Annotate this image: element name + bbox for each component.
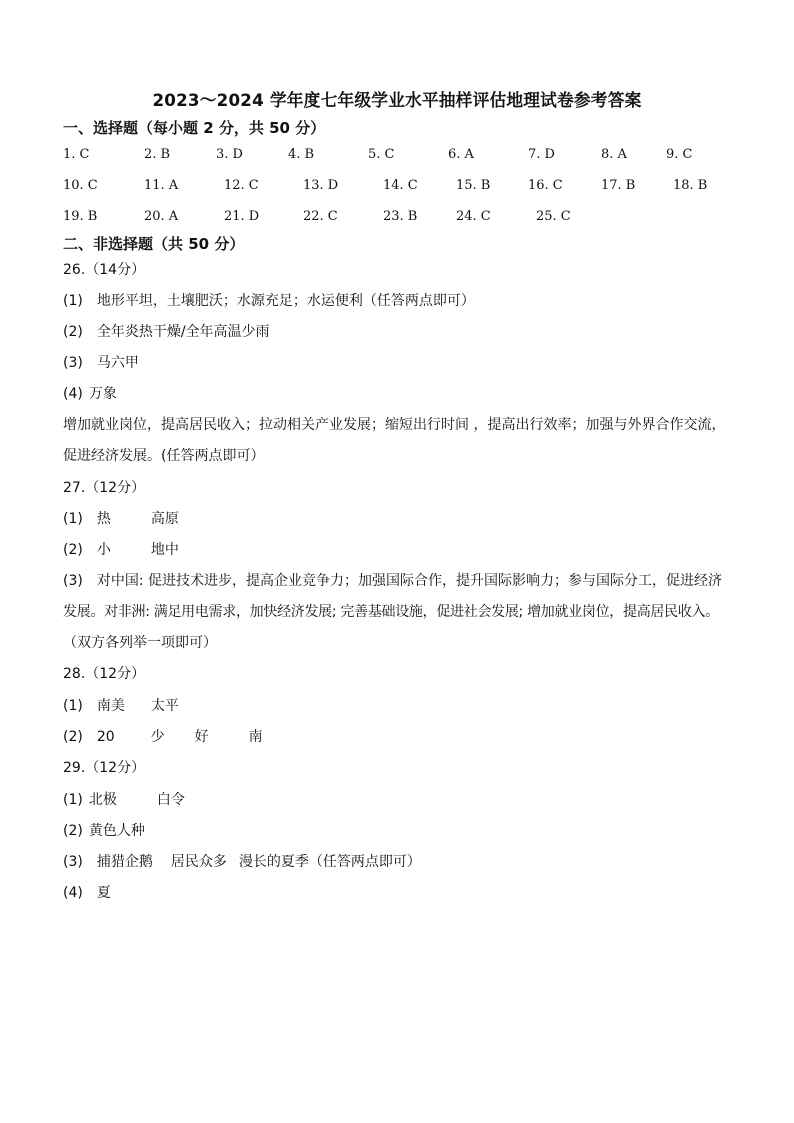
- mc-answer: 15. B: [456, 178, 491, 193]
- mc-answer: 5. C: [368, 147, 395, 162]
- item-number: (3): [63, 355, 83, 371]
- answer-blank: 小: [96, 542, 111, 558]
- answer-blank: 居民众多: [170, 854, 227, 870]
- item-number: (1): [63, 293, 83, 309]
- mc-answer: 10. C: [63, 178, 98, 193]
- item-number: (3): [63, 573, 83, 589]
- answer-text: 夏: [96, 885, 111, 901]
- q29-answer-1: [63, 791, 185, 809]
- mc-answer: 16. C: [528, 178, 563, 193]
- q27-answer-1: [63, 510, 179, 528]
- mc-answer: 24. C: [456, 209, 491, 224]
- mc-answer: 17. B: [601, 178, 636, 193]
- mc-answer: 19. B: [63, 209, 98, 224]
- mc-answer: 11. A: [144, 178, 179, 193]
- section2-heading: 二、非选择题（共 50 分）: [63, 235, 245, 253]
- item-number: (2): [63, 542, 83, 558]
- section1-heading: 一、选择题（每小题 2 分，共 50 分）: [63, 119, 326, 137]
- page-title: 2023～2024 学年度七年级学业水平抽样评估地理试卷参考答案: [152, 91, 642, 111]
- mc-answer: 1. C: [63, 147, 90, 162]
- q29-answer-4: [63, 884, 111, 902]
- q26-answer-3: [63, 354, 139, 372]
- q29-header: 29.（12分）: [63, 760, 146, 776]
- q26-header: 26.（14分）: [63, 262, 146, 278]
- answer-blank: 南美: [96, 698, 125, 714]
- item-number: (1): [63, 792, 83, 808]
- mc-answer: 12. C: [224, 178, 259, 193]
- answer-blank: 热: [96, 511, 111, 527]
- mc-answer: 9. C: [666, 147, 693, 162]
- mc-answer: 21. D: [224, 209, 260, 224]
- q27-header: 27.（12分）: [63, 480, 146, 496]
- q27-answer-3-line2: 发展。对非洲: 满足用电需求，加快经济发展; 完善基础设施，促进社会发展; 增加就业岗位，提高居民收入。: [63, 604, 719, 620]
- item-number: (4): [63, 885, 83, 901]
- item-number: (2): [63, 823, 83, 839]
- q27-answer-2: [63, 541, 179, 559]
- mc-answer: 23. B: [383, 209, 418, 224]
- mc-answer: 4. B: [288, 147, 315, 162]
- q26-answer-4-detail-line1: 增加就业岗位，提高居民收入；拉动相关产业发展；缩短出行时间 ，提高出行效率；加强与外界合作交流，: [63, 417, 726, 433]
- answer-text: 地形平坦，土壤肥沃；水源充足；水运便利（任答两点即可）: [96, 293, 475, 309]
- q26-answer-2: [63, 323, 270, 341]
- mc-answer: 18. B: [673, 178, 708, 193]
- mc-answer: 3. D: [216, 147, 243, 162]
- q26-answer-1: [63, 292, 475, 310]
- answer-blank: 少: [150, 729, 165, 745]
- item-number: (2): [63, 729, 83, 745]
- answer-blank: 漫长的夏季（任答两点即可）: [238, 854, 421, 870]
- answer-blank: 捕猎企鹅: [96, 854, 153, 870]
- q29-answer-2: [63, 822, 145, 840]
- mc-answer: 6. A: [448, 147, 474, 162]
- item-number: (4): [63, 386, 83, 402]
- answer-text: 黄色人种: [88, 823, 145, 839]
- answer-text: 对中国: 促进技术进步，提高企业竞争力；加强国际合作，提升国际影响力；参与国际分工，促进经济: [96, 573, 723, 589]
- mc-answer: 2. B: [144, 147, 171, 162]
- q28-answer-2: [63, 728, 263, 746]
- q28-answer-1: [63, 697, 179, 715]
- mc-answer: 25. C: [536, 209, 571, 224]
- q26-answer-4-detail-line2: 促进经济发展。(任答两点即可）: [63, 448, 265, 464]
- item-number: (3): [63, 854, 83, 870]
- mc-answer: 8. A: [601, 147, 627, 162]
- answer-blank: 20: [96, 729, 115, 745]
- answer-blank: 高原: [150, 511, 179, 527]
- answer-blank: 好: [194, 729, 209, 745]
- answer-blank: 地中: [150, 542, 179, 558]
- answer-blank: 北极: [88, 792, 117, 808]
- q28-header: 28.（12分）: [63, 666, 146, 682]
- item-number: (1): [63, 511, 83, 527]
- q27-answer-3-line3: （双方各列举一项即可）: [63, 635, 217, 651]
- mc-answer: 7. D: [528, 147, 555, 162]
- item-number: (2): [63, 324, 83, 340]
- q29-answer-3: [63, 853, 421, 871]
- answer-blank: 白令: [156, 792, 185, 808]
- q26-answer-4: [63, 385, 117, 403]
- answer-text: 马六甲: [96, 355, 139, 371]
- mc-answer: 14. C: [383, 178, 418, 193]
- q27-answer-3-line1: [63, 572, 722, 590]
- item-number: (1): [63, 698, 83, 714]
- mc-answer: 22. C: [303, 209, 338, 224]
- mc-answer: 13. D: [303, 178, 339, 193]
- answer-text: 万象: [88, 386, 117, 402]
- answer-text: 全年炎热干燥/全年高温少雨: [96, 324, 270, 340]
- answer-blank: 南: [248, 729, 263, 745]
- answer-blank: 太平: [150, 698, 179, 714]
- mc-answer: 20. A: [144, 209, 179, 224]
